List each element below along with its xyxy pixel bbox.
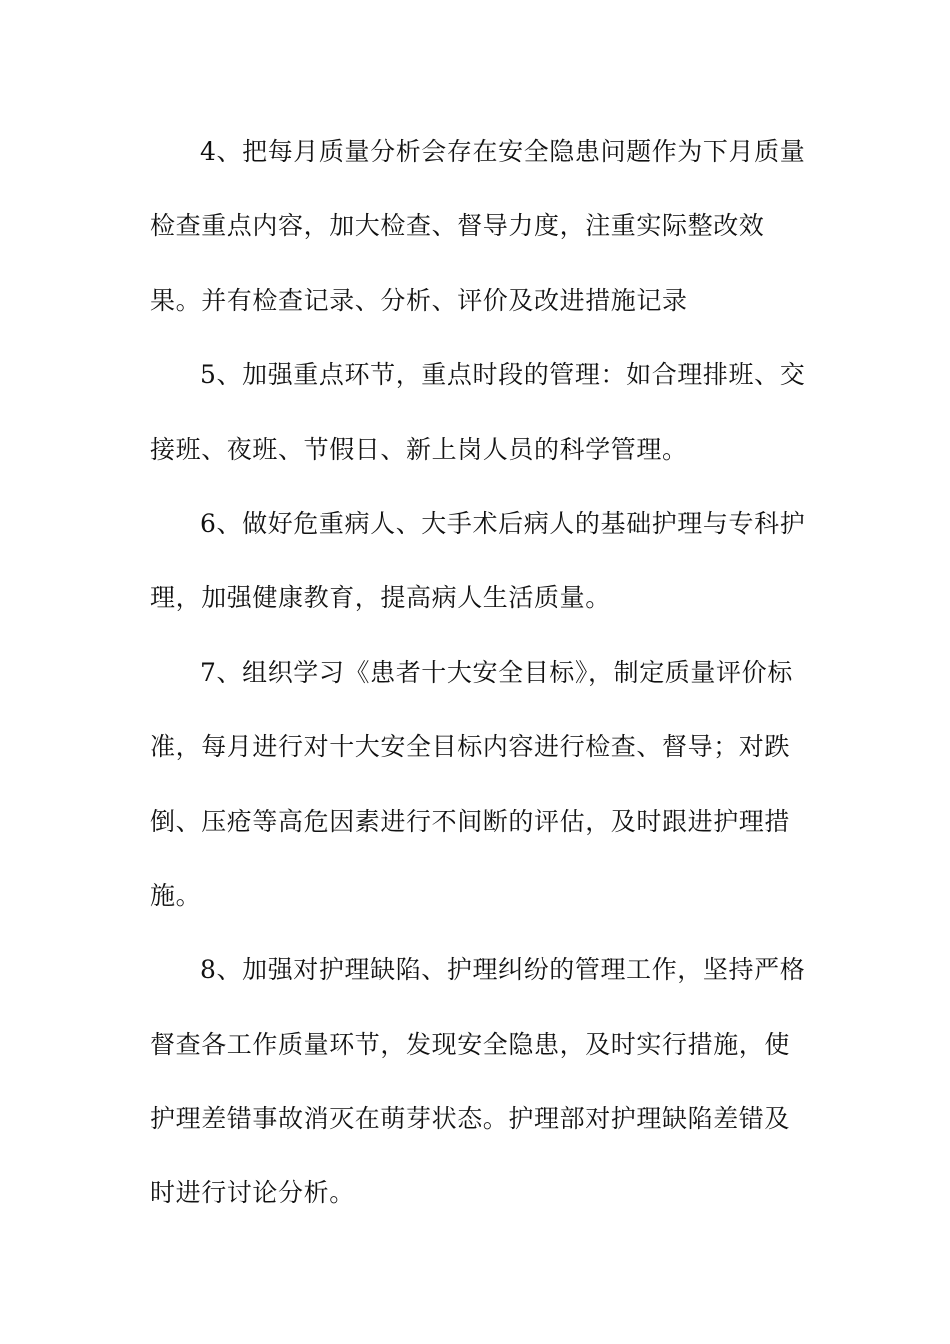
document-body [150,115,805,1231]
paragraph-8-line-3: 护理差错事故消灭在萌芽状态。护理部对护理缺陷差错及 [150,1104,791,1134]
paragraph-8-line-1: 8、加强对护理缺陷、护理纠纷的管理工作，坚持严格 [200,955,806,985]
paragraph-7-line-4: 施。 [150,880,202,910]
paragraph-8-line-4: 时进行讨论分析。 [150,1178,355,1208]
paragraph-7-line-3: 倒、压疮等高危因素进行不间断的评估，及时跟进护理措 [150,806,791,836]
paragraph-5-line-2: 接班、夜班、节假日、新上岗人员的科学管理。 [150,434,688,464]
paragraph-4-line-2: 检查重点内容，加大检查、督导力度，注重实际整改效 [150,211,765,241]
paragraph-8-line-2: 督查各工作质量环节，发现安全隐患，及时实行措施，使 [150,1029,791,1059]
paragraph-7-line-1: 7、组织学习《患者十大安全目标》，制定质量评价标 [200,657,793,687]
paragraph-5-line-1: 5、加强重点环节，重点时段的管理：如合理排班、交 [200,360,806,390]
paragraph-4-line-1: 4、把每月质量分析会存在安全隐患问题作为下月质量 [200,137,806,166]
paragraph-4-line-3: 果。并有检查记录、分析、评价及改进措施记录 [150,285,688,315]
paragraph-6-line-1: 6、做好危重病人、大手术后病人的基础护理与专科护 [200,508,806,538]
paragraph-6-line-2: 理，加强健康教育，提高病人生活质量。 [150,583,611,613]
paragraph-7-line-2: 准，每月进行对十大安全目标内容进行检查、督导；对跌 [150,732,791,762]
